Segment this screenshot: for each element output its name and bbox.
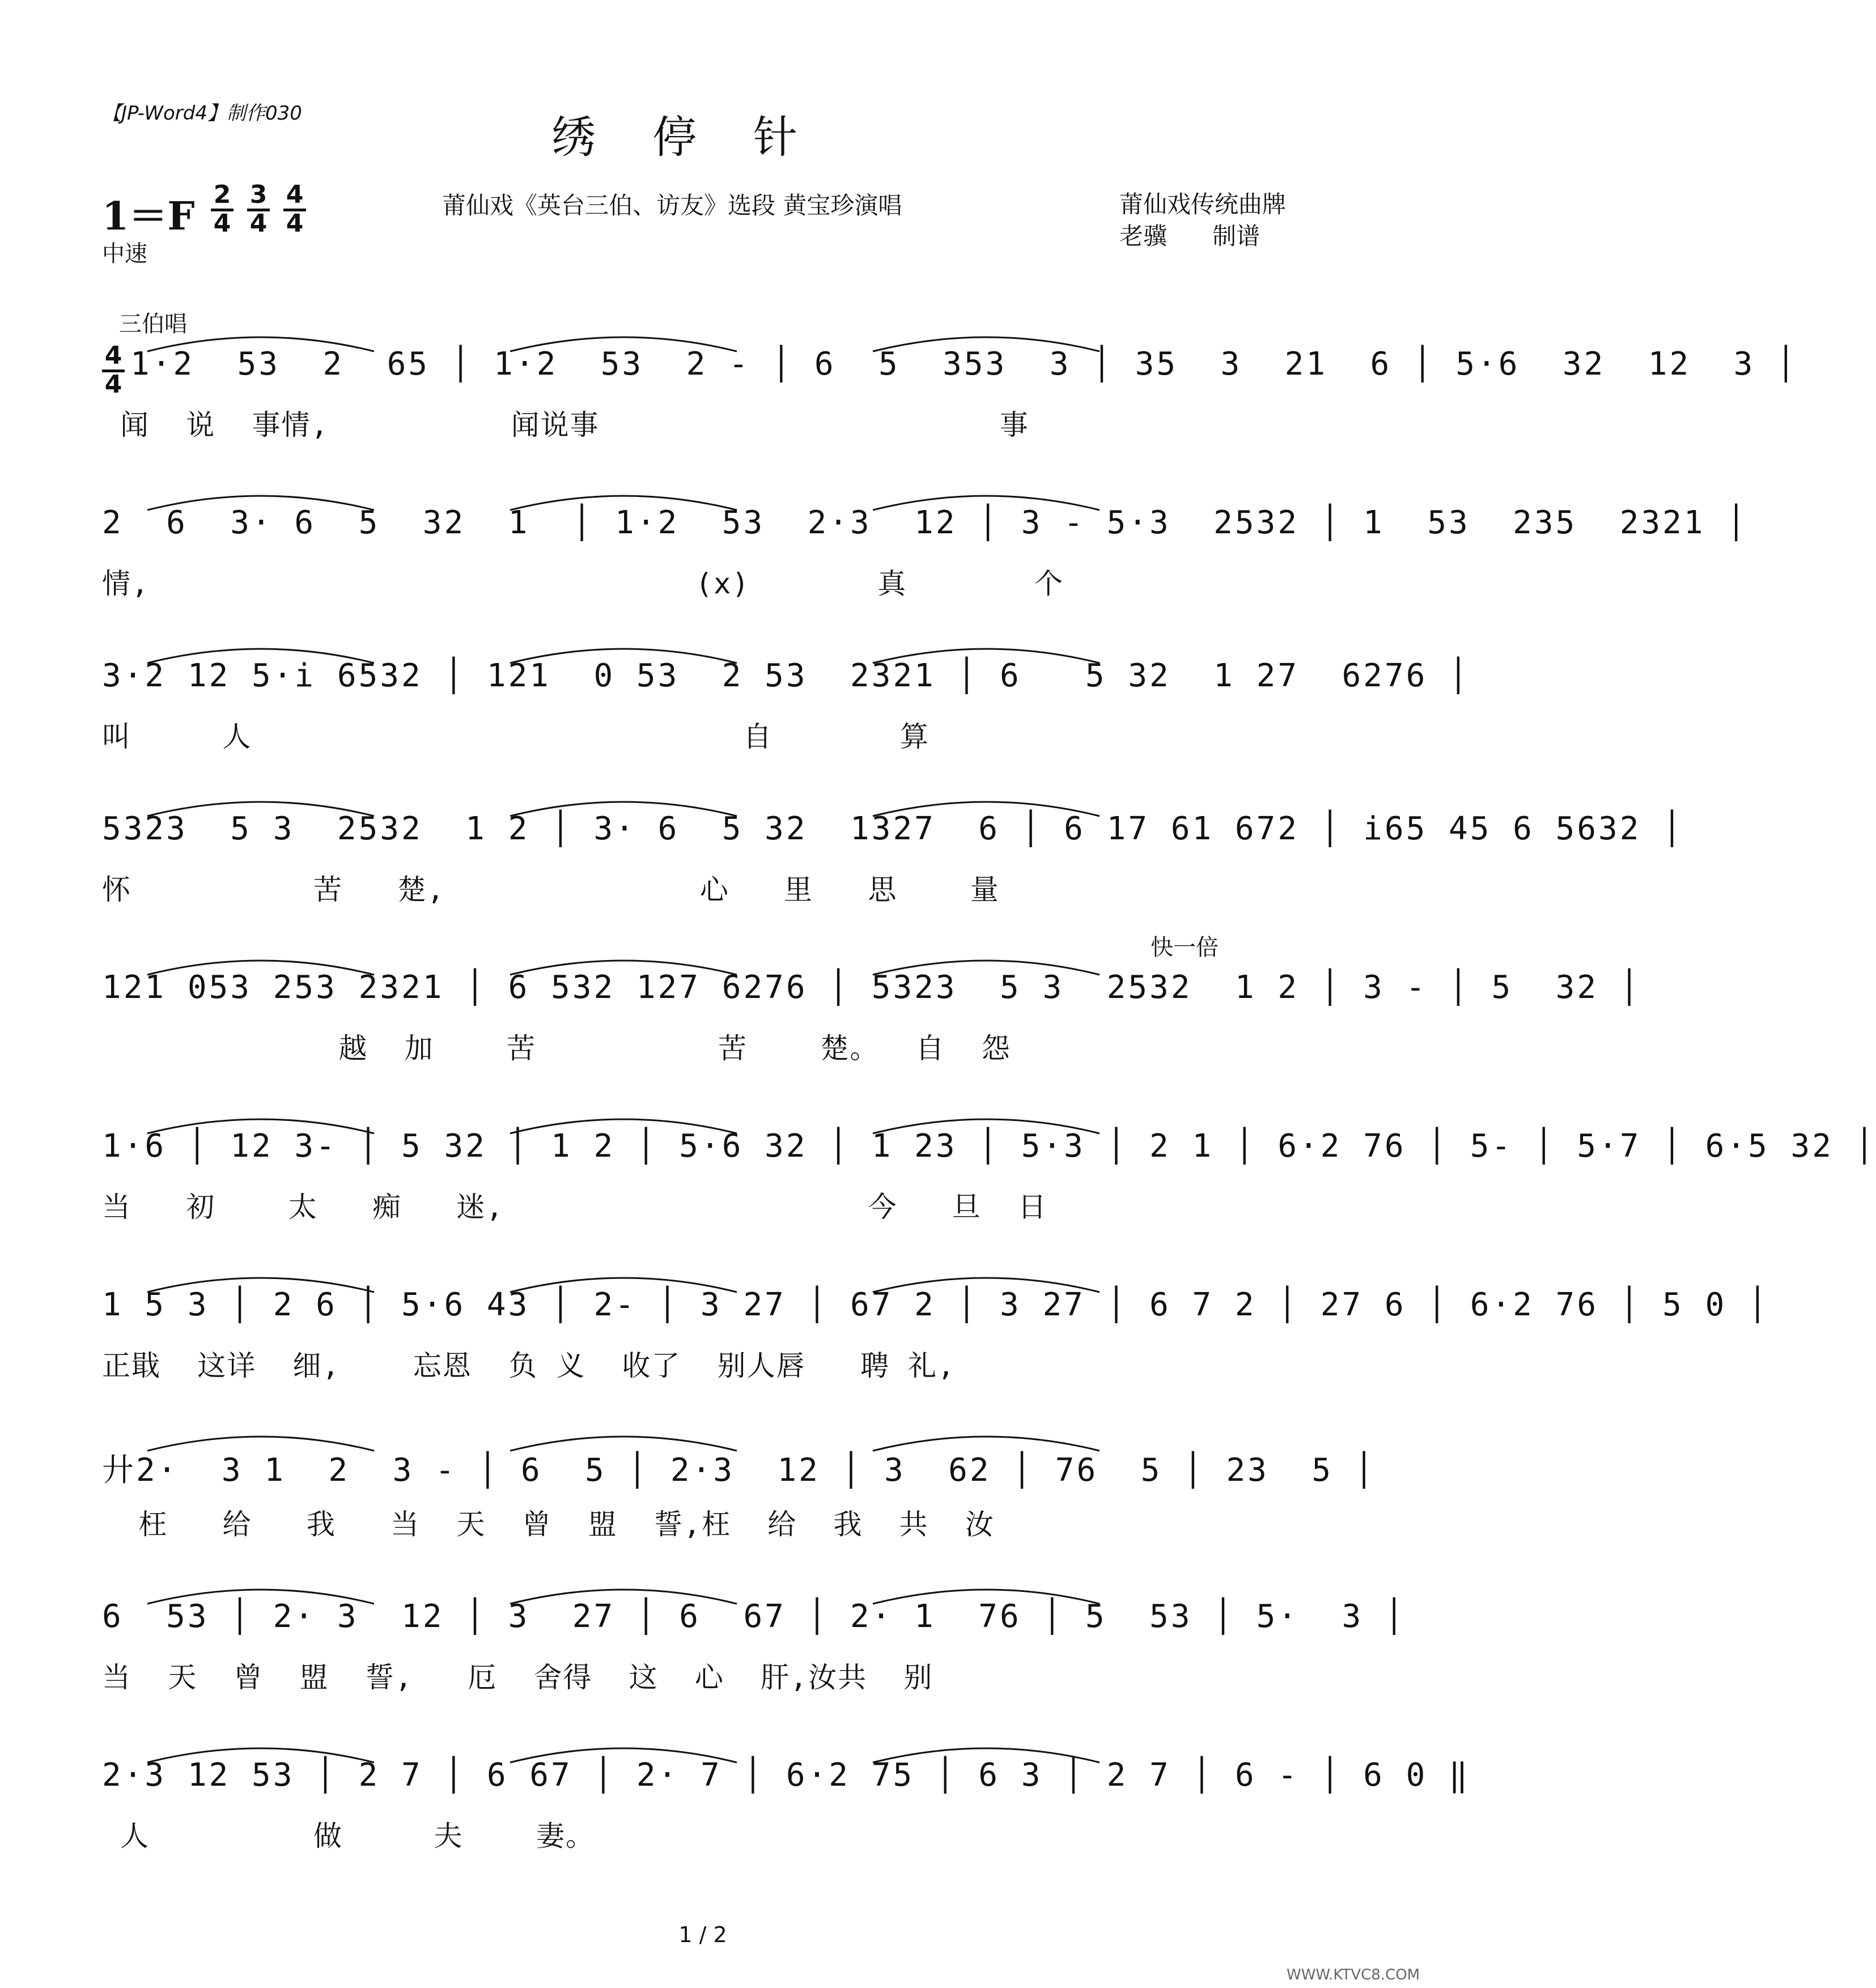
- maker-note: 【JP-Word4】制作030: [102, 102, 302, 125]
- slur-arc: [873, 1119, 1100, 1133]
- slur-arc: [873, 1437, 1100, 1451]
- credit-arranger: 老骥 制谱: [1119, 222, 1260, 250]
- lyrics-line: 叫 人 自 算: [102, 720, 929, 753]
- slur-arcs: [102, 1723, 1304, 1785]
- lyrics-line: 当 初 太 痴 迷, 今 旦 日: [102, 1191, 1047, 1224]
- slur-arc: [510, 802, 737, 816]
- lyrics-line: 正戢 这详 细, 忘恩 负 义 收了 别人唇 聘 礼,: [102, 1349, 956, 1382]
- watermark: WWW.KTVC8.COM: [1287, 1966, 1420, 1983]
- slur-arc: [147, 802, 374, 816]
- slur-arc: [510, 961, 737, 975]
- lyrics-line: 枉 给 我 当 天 曾 盟 誓,枉 给 我 共 汝: [102, 1508, 995, 1541]
- lyrics-line: 越 加 苦 苦 楚。 自 怨: [102, 1032, 1011, 1065]
- key-signature: 1＝F: [102, 194, 195, 239]
- meter-4-4: 4 4: [283, 182, 306, 236]
- lyrics-line: 当 天 曾 盟 誓, 厄 舍得 这 心 肝,汝共 别: [102, 1661, 933, 1694]
- notation-line: 1·6 │ 12 3- │ 5 32 │ 1 2 │ 5·6 32 │ 1 23 │ 5·3 │ 2 1 │ 6·2 76 │ 5- │ 5·7 │ 6·5 32 │: [102, 1128, 1876, 1165]
- slur-arcs: [102, 1564, 1304, 1626]
- slur-arc: [510, 496, 737, 510]
- notation-line: 2·3 12 53 │ 2 7 │ 6 67 │ 2· 7 │ 6·2 75 │ 6 3 │ 2 7 │ 6 - │ 6 0 ‖: [102, 1757, 1470, 1794]
- slur-arc: [873, 649, 1100, 663]
- slur-arc: [147, 961, 374, 975]
- slur-arc: [147, 1119, 374, 1133]
- slur-arc: [510, 1590, 737, 1604]
- lyrics-line: 怀 苦 楚, 心 里 思 量: [102, 873, 1000, 906]
- slur-arc: [873, 961, 1100, 975]
- slur-arc: [510, 1119, 737, 1133]
- song-title: 绣停针: [551, 112, 854, 163]
- credit-source: 莆仙戏传统曲牌: [1119, 190, 1287, 218]
- slur-arc: [873, 1590, 1100, 1604]
- slur-arc: [873, 337, 1100, 351]
- slur-arcs: [102, 776, 1304, 839]
- slur-arc: [873, 1278, 1100, 1292]
- slur-arcs: [102, 935, 1304, 997]
- notation-line: 6 53 │ 2· 3 12 │ 3 27 │ 6 67 │ 2· 1 76 │ 5 53 │ 5· 3 │: [102, 1598, 1406, 1635]
- slur-arcs: [102, 312, 1304, 374]
- slur-arc: [510, 649, 737, 663]
- slur-arc: [147, 337, 374, 351]
- meter-2-4: 2 4: [211, 182, 234, 236]
- slur-arcs: [102, 1094, 1304, 1156]
- page-number: 1 / 2: [678, 1922, 727, 1947]
- notation-line: 3·2 12 5·i 6532 │ 121 0 53 2 53 2321 │ 6 5 32 1 27 6276 │: [102, 657, 1470, 694]
- subtitle: 莆仙戏《英台三伯、访友》选段 黄宝珍演唱: [442, 192, 902, 219]
- notation-line: 2 6 3· 6 5 32 1 │ 1·2 53 2·3 12 │ 3 - 5·3 2532 │ 1 53 235 2321 │: [102, 504, 1748, 541]
- slur-arc: [147, 1748, 374, 1762]
- performance-mark: 三伯唱: [119, 311, 187, 337]
- slur-arc: [873, 802, 1100, 816]
- slur-arc: [510, 1437, 737, 1451]
- slur-arc: [147, 496, 374, 510]
- notation-line: 1 5 3 │ 2 6 │ 5·6 43 │ 2- │ 3 27 │ 67 2 │ 3 27 │ 6 7 2 │ 27 6 │ 6·2 76 │ 5 0 │: [102, 1286, 1769, 1323]
- performance-mark: 快一倍: [1151, 934, 1219, 961]
- line-meter: 4 4: [102, 343, 125, 397]
- notation-line: 廾2· 3 1 2 3 - │ 6 5 │ 2·3 12 │ 3 62 │ 76 5 │ 23 5 │: [102, 1452, 1376, 1489]
- slur-arc: [147, 1590, 374, 1604]
- slur-arc: [510, 337, 737, 351]
- slur-arc: [510, 1748, 737, 1762]
- slur-arc: [147, 1437, 374, 1451]
- lyrics-line: 人 做 夫 妻。: [102, 1820, 595, 1853]
- slur-arc: [147, 1278, 374, 1292]
- notation-line: 5323 5 3 2532 1 2 │ 3· 6 5 32 1327 6 │ 6 17 61 672 │ i65 45 6 5632 │: [102, 810, 1684, 847]
- slur-arcs: [102, 623, 1304, 686]
- slur-arc: [147, 649, 374, 663]
- lyrics-line: 情, (x) 真 个: [102, 567, 1064, 600]
- meter-3-4: 3 4: [247, 182, 270, 236]
- notation-line: 1·2 53 2 65 │ 1·2 53 2 - │ 6 5 353 3 │ 35 3 21 6 │ 5·6 32 12 3 │: [130, 346, 1798, 383]
- notation-line: 121 053 253 2321 │ 6 532 127 6276 │ 5323 5 3 2532 1 2 │ 3 - │ 5 32 │: [102, 969, 1641, 1006]
- slur-arc: [873, 496, 1100, 510]
- slur-arcs: [102, 1411, 1304, 1473]
- tempo-marking: 中速: [102, 241, 147, 267]
- slur-arcs: [102, 1252, 1304, 1315]
- lyrics-line: 闻 说 事情, 闻说事 事: [102, 409, 1029, 441]
- slur-arcs: [102, 470, 1304, 533]
- slur-arc: [873, 1748, 1100, 1762]
- slur-arc: [510, 1278, 737, 1292]
